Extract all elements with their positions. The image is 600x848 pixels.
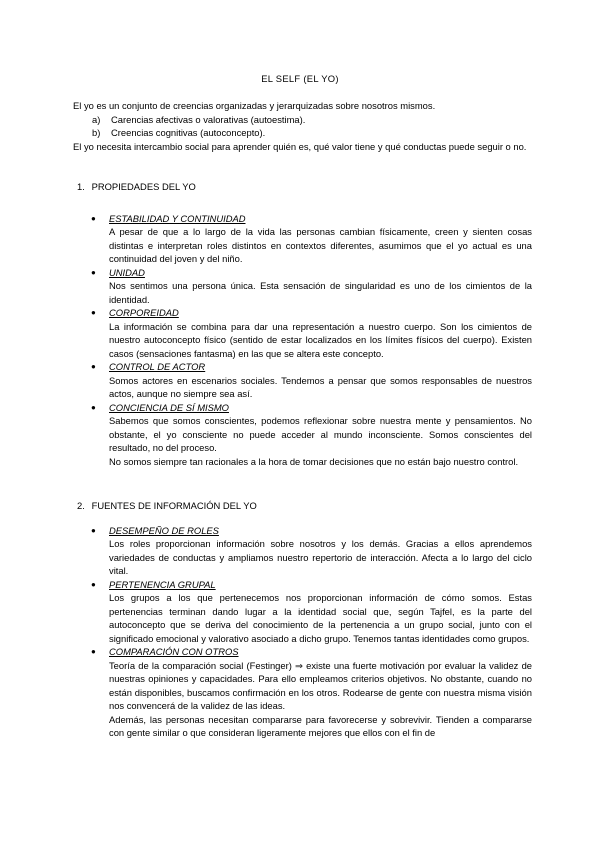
item-paragraph: No somos siempre tan racionales a la hora de tomar decisiones que no están bajo nuestro control. <box>109 455 519 467</box>
item-title: CONCIENCIA DE SÍ MISMO <box>109 401 229 413</box>
intro-list-item <box>73 113 528 127</box>
item-title: CONTROL DE ACTOR <box>109 361 206 372</box>
item-body <box>77 320 532 361</box>
list-text: Creencias cognitivas (autoconcepto). <box>111 127 266 138</box>
section-title: FUENTES DE INFORMACIÓN DEL YO <box>91 500 257 511</box>
item-title: DESEMPEÑO DE ROLES <box>109 524 219 536</box>
list-item <box>77 360 532 401</box>
item-paragraph: Sabemos que somos conscientes, podemos reflexionar sobre nuestra mente y pensamientos. No obstante, el yo consciente no puede acceder al mundo inconsciente. Somos conscientes del resultado, no del proceso. <box>109 415 532 453</box>
list-item <box>77 578 532 646</box>
list-item <box>77 524 532 578</box>
bullet-icon: ● <box>91 402 96 412</box>
list-marker: a) <box>92 113 101 125</box>
item-title: ESTABILIDAD Y CONTINUIDAD <box>109 212 246 224</box>
list-item <box>77 401 532 469</box>
item-body <box>77 537 532 578</box>
item-title: UNIDAD <box>109 266 145 278</box>
section-heading <box>77 499 532 513</box>
intro-line: El yo es un conjunto de creencias organizadas y jerarquizadas sobre nosotros mismos. <box>73 100 436 111</box>
intro-block <box>73 99 528 153</box>
item-paragraph: Los grupos a los que pertenecemos nos proporcionan información de cómo somos. Estas pertenencias terminan dando lugar a la identidad social que, según Tajfel, es la parte del autoconcepto que se deriva del conocimiento de la pertenencia a un grupo social, junto con el significado emocional y valorativo asociado a dicho grupo. Tenemos tantas identidades como grupos. <box>109 592 532 644</box>
item-body <box>77 279 532 306</box>
section-propiedades <box>77 180 532 468</box>
item-title: CORPOREIDAD <box>109 307 179 318</box>
item-body <box>77 414 532 468</box>
item-paragraph: Nos sentimos una persona única. Esta sensación de singularidad es uno de los cimientos de la identidad. <box>109 280 532 305</box>
item-paragraph: Somos actores en escenarios sociales. Tendemos a pensar que somos responsables de nuestros actos, aunque no siempre sea así. <box>109 374 532 399</box>
section-number: 2. <box>77 500 85 511</box>
document-title: EL SELF (EL YO) <box>261 73 339 84</box>
bullet-icon: ● <box>91 267 96 277</box>
section-number: 1. <box>77 181 85 192</box>
list-item <box>77 266 532 307</box>
intro-after: El yo necesita intercambio social para aprender quién es, qué valor tiene y qué conductas puede seguir o no. <box>73 140 527 152</box>
section-title: PROPIEDADES DEL YO <box>91 181 196 192</box>
bullet-icon: ● <box>91 213 96 223</box>
item-title: COMPARACIÓN CON OTROS <box>109 646 239 657</box>
item-body <box>77 225 532 266</box>
list-item <box>77 212 532 266</box>
section-fuentes <box>77 499 532 740</box>
intro-list-item <box>73 126 528 140</box>
item-paragraph: La información se combina para dar una representación a nuestro cuerpo. Son los cimientos de nuestro autoconcepto físico (sentido de estar localizados en los límites físicos del cuerpo). Existen casos (sensaciones fantasma) en las que se altera este concepto. <box>109 320 532 359</box>
bullet-icon: ● <box>91 579 96 589</box>
item-paragraph: Teoría de la comparación social (Festinger) ⇒ existe una fuerte motivación por evaluar la validez de nuestras opiniones y capacidades. Para ello empleamos criterios objetivos. No obstante, cuando no están disponibles, buscamos confirmación en los otros. Rodearse de gente con nuestra misma visión nos convencerá de la validez de las ideas. <box>109 659 532 711</box>
section-heading <box>77 180 532 194</box>
item-paragraph: Además, las personas necesitan compararse para favorecerse y sobrevivir. Tienden a compararse con gente similar o que consideran ligeramente mejores que ellos con el fin de <box>109 713 532 738</box>
list-text: Carencias afectivas o valorativas (autoestima). <box>111 113 306 125</box>
bullet-icon: ● <box>91 525 96 535</box>
item-body <box>77 374 532 401</box>
bullet-icon: ● <box>91 647 96 656</box>
item-title: PERTENENCIA GRUPAL <box>109 578 216 590</box>
list-item <box>77 645 532 740</box>
item-body <box>77 659 532 740</box>
list-marker: b) <box>92 127 101 138</box>
bullet-icon: ● <box>91 308 96 317</box>
item-paragraph: A pesar de que a lo largo de la vida las personas cambian físicamente, creen y sienten cosas distintas e interpretan roles distintos en contextos diferentes, asumimos que el yo actual es una continuidad del joven y del niño. <box>109 226 532 264</box>
item-paragraph: Los roles proporcionan información sobre nosotros y los demás. Gracias a ellos aprendemos variedades de conductas y ampliamos nuestro repertorio de interacción. Afecta a lo largo del ciclo vital. <box>109 538 532 576</box>
item-body <box>77 591 532 645</box>
list-item <box>77 306 532 360</box>
bullet-icon: ● <box>91 362 96 371</box>
